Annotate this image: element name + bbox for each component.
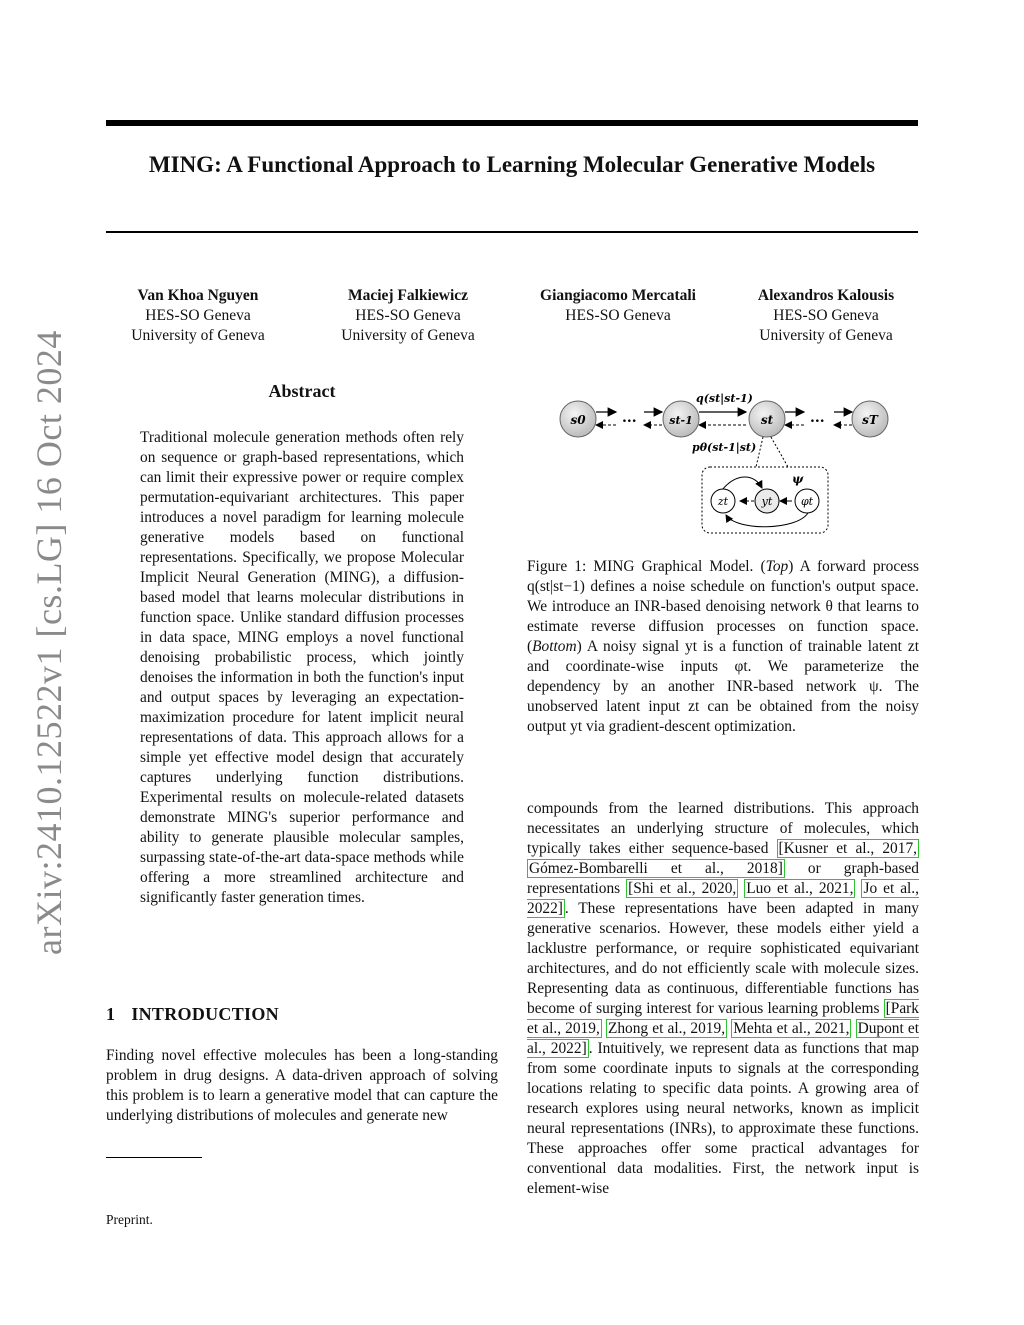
caption-prefix: Figure 1: MING Graphical Model. ( [527,558,766,575]
arxiv-stamp: arXiv:2410.12522v1 [cs.LG] 16 Oct 2024 [29,330,69,955]
author-3 [512,286,724,326]
footnote-rule [106,1157,202,1158]
author-2 [318,286,498,346]
node-zt-label: zt [717,495,729,508]
title-rule-bottom [106,231,918,233]
citation-link[interactable]: Jo et al., 2022] [527,880,920,917]
node-st-1-label: st-1 [669,414,693,427]
author-affiliation: University of Geneva [341,327,475,344]
author-name: Maciej Falkiewicz [347,287,469,304]
node-yt-label: yt [761,495,773,508]
intro-paragraph-right [527,799,919,1199]
citation-link[interactable]: [Shi et al., 2020, [628,880,737,897]
node-s0-label: s0 [570,413,586,427]
ellipsis-right: ... [810,410,825,426]
caption-part1: ) A forward process q(st|st−1) defines a noise schedule on function's output space. We introduce an INR-based denoising network θ that learns to estimate reverse diffusion processes on function space. ( [527,558,920,655]
forward-process-label: q(st|st-1) [696,392,753,405]
author-affiliation: HES-SO Geneva [145,307,251,324]
section-heading [106,1004,279,1025]
author-affiliation: University of Geneva [759,327,893,344]
abstract-text: Traditional molecule generation methods often rely on sequence or graph-based representations, which can limit their expressive power or require complex permutation-equivariant architectures. This paper introduces a novel paradigm for learning molecule generative models based on functional representations. Specifically, we propose Molecular Implicit Neural Generation (MING), a diffusion-based model that learns molecular distributions in function space. Unlike standard diffusion processes in data space, MING employs a novel functional denoising probabilistic process, which jointly denoises the information in both the function's input and output spaces by leveraging an expectation-maximization procedure for latent implicit neural representations of data. This approach allows for a simple yet effective model design that accurately captures underlying function distributions. Experimental results on molecule-related datasets demonstrate MING's superior performance and ability to generate plausible molecular samples, surpassing state-of-the-art data-space methods while offering a more streamlined architecture and significantly faster generation times. [140,429,464,906]
node-st-label: st [760,413,774,427]
paper-title: MING: A Functional Approach to Learning Molecular Generative Models [148,152,876,177]
intro-text: . These representations have been adapted in many generative scenarios. However, these models either yield a lacklustre performance, or require sophisticated equivariant architectures, and do not efficiently scale with molecule sizes. Representing data as continuous, differentiable functions has become of surging interest for various learning problems [527,900,919,1017]
abstract-heading: Abstract [268,381,336,401]
citation-link[interactable]: [Kusner et al., 2017, [778,840,917,857]
author-4 [734,286,918,346]
psi-label: ψ [792,472,804,486]
figure-graphical-model [556,385,896,540]
node-sT-label: sT [862,413,878,427]
caption-top-word: Top [765,558,789,575]
section-number: 1 [106,1004,116,1024]
figure-caption [527,557,919,737]
intro-text: or graph-based representations [527,860,919,897]
ellipsis-left: ... [622,410,637,426]
citation-link[interactable]: Zhong et al., 2019, [607,1020,726,1037]
author-name: Giangiacomo Mercatali [540,287,696,304]
title-rule-top [106,120,918,126]
author-name: Van Khoa Nguyen [137,287,259,304]
citation-link[interactable]: Mehta et al., 2021, [733,1020,850,1037]
citation-link[interactable]: [Park et al., 2019, [527,1000,919,1037]
author-affiliation: University of Geneva [131,327,265,344]
caption-bottom-word: Bottom [532,638,577,655]
connector-dotted [756,437,763,467]
author-affiliation: HES-SO Geneva [565,307,671,324]
author-affiliation: HES-SO Geneva [355,307,461,324]
author-affiliation: HES-SO Geneva [773,307,879,324]
citation-link[interactable]: Dupont et al., 2022] [527,1020,919,1057]
intro-text: . Intuitively, we represent data as functions that map from some coordinate inputs to signals at the corresponding locations relating to specific data points. A growing area of research explores using neural networks, known as implicit neural representations (INRs), to approximate these functions. These approaches offer some practical advantages for conventional data modalities. First, the network input is element-wise [527,1040,920,1197]
edge-phi-to-z [726,513,808,527]
footnote-preprint: Preprint. [106,1212,153,1227]
intro-text: compounds from the learned distributions. This approach necessitates an underlying structure of molecules, which typically takes either sequence-based [527,800,919,857]
author-1 [108,286,288,346]
intro-paragraph-left: Finding novel effective molecules has been a long-standing problem in drug designs. A data-driven approach of solving this problem is to learn a generative model that can capture the underlying distributions of molecules and generate new [106,1047,498,1124]
edge-z-to-y [722,477,762,490]
citation-link[interactable]: Luo et al., 2021, [746,880,854,897]
citation-link[interactable]: Gómez-Bombarelli et al., 2018] [529,860,783,877]
connector-dotted [771,437,788,467]
reverse-process-label: pθ(st-1|st) [692,441,757,454]
node-phit-label: φt [800,495,814,508]
section-title-text: INTRODUCTION [131,1004,279,1024]
caption-part2: ) A noisy signal yt is a function of trainable latent zt and coordinate-wise inputs φt. We parameterize the dependency by an another INR-based network ψ. The unobserved latent input zt can be obtained from the noisy output yt via gradient-descent optimization. [527,638,919,735]
author-name: Alexandros Kalousis [757,287,895,304]
